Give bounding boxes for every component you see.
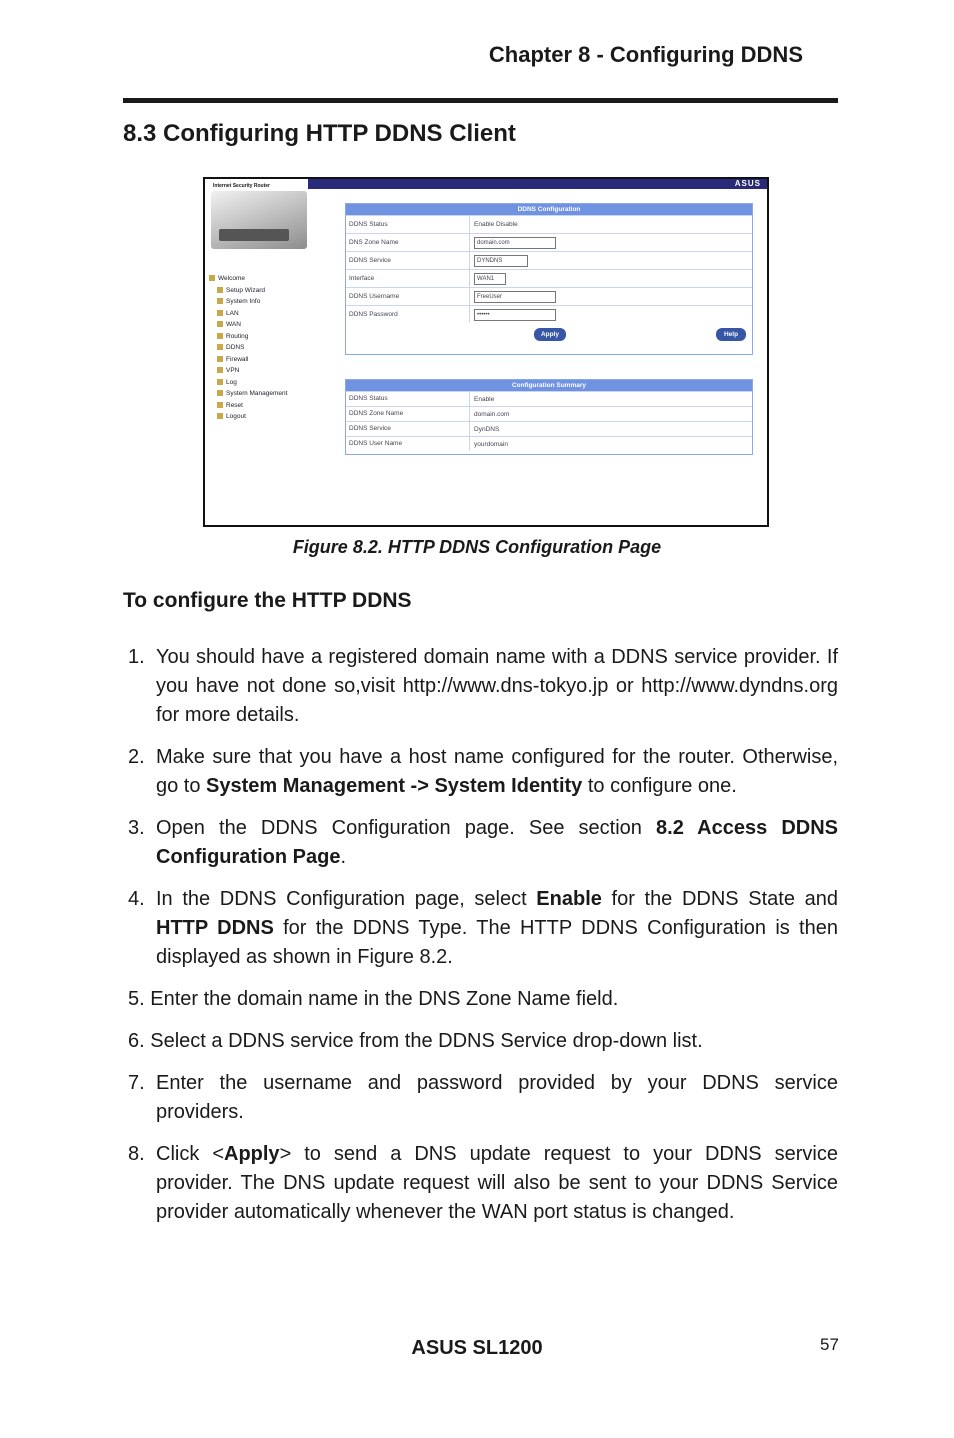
step-text: Enter the username and password provided by your DDNS service providers. [156,1072,838,1123]
procedure-step [128,643,838,730]
step-text: > to send a DNS update request to your DDNS service provider. The DNS update request will also be sent to your DDNS Service provider automatically whenever the WAN port status is changed. [156,1143,838,1223]
step-number: 3. [128,817,145,839]
step-number: 4. [128,888,145,910]
procedure-step [128,814,838,872]
procedure-heading: To configure the HTTP DDNS [123,589,412,612]
step-text: Enter the domain name in the DNS Zone Name field. [150,988,619,1010]
summary-row: DDNS Service DynDNS [346,421,752,436]
config-summary-header: Configuration Summary [346,380,752,391]
ddns-config-header: DDNS Configuration [346,204,752,215]
procedure-step [128,1140,838,1227]
step-text: You should have a registered domain name with a DDNS service provider. If you have not done so,visit http://www.dns-tokyo.jp or http://www.dyndns.org for more details. [156,646,838,726]
config-row-service: DDNS Service DYNDNS [346,251,752,269]
step-text: for the DDNS Type. The HTTP DDNS Configuration is then displayed as shown in Figure 8.2. [156,917,838,968]
summary-row: DDNS Status Enable [346,391,752,406]
procedure-step [128,985,838,1014]
page-icon [217,287,223,293]
step-text: to configure one. [582,775,737,797]
procedure-step [128,885,838,972]
procedure-step [128,1027,838,1056]
router-image [211,191,307,249]
step-number: 2. [128,746,145,768]
step-number: 1. [128,646,145,668]
section-title: 8.3 Configuring HTTP DDNS Client [123,120,516,147]
config-row-username: DDNS Username FreeUser [346,287,752,305]
folder-icon [217,367,223,373]
summary-row: DDNS Zone Name domain.com [346,406,752,421]
help-button[interactable]: Help [716,328,746,341]
summary-row: DDNS User Name yourdomain [346,436,752,451]
page-icon [217,344,223,350]
step-emphasis: 8.2 Access DDNS Configuration Page [156,817,839,868]
ddns-config-panel [345,203,753,355]
procedure-steps [128,643,838,1240]
step-emphasis: System Management -> System Identity [206,775,583,797]
config-summary-panel [345,379,753,455]
folder-icon [217,321,223,327]
nav-item[interactable]: System Management [209,388,287,400]
header-rule [123,98,838,103]
figure-screenshot [203,177,769,527]
nav-item[interactable]: Log [209,377,287,389]
step-number: 6. [128,1030,151,1052]
page-number: 57 [820,1335,839,1354]
ddns-service-select[interactable]: DYNDNS [474,255,528,267]
step-emphasis: Apply [224,1143,280,1165]
step-text: Open the DDNS Configuration page. See section [156,817,657,839]
nav-tree [209,273,287,423]
nav-item[interactable]: Firewall [209,354,287,366]
config-row-password: DDNS Password •••••• [346,305,752,323]
step-number: 5. [128,988,151,1010]
zone-name-input[interactable]: domain.com [474,237,556,249]
page-icon [217,402,223,408]
page-icon [217,298,223,304]
step-text: for the DDNS State and [601,888,838,910]
nav-item[interactable]: System Info [209,296,287,308]
step-text: Select a DDNS service from the DDNS Service drop-down list. [150,1030,703,1052]
apply-button[interactable]: Apply [534,328,566,341]
nav-item[interactable]: DDNS [209,342,287,354]
nav-item[interactable]: Logout [209,411,287,423]
interface-select[interactable]: WAN1 [474,273,506,285]
folder-icon [209,275,215,281]
config-row-zone: DNS Zone Name domain.com [346,233,752,251]
password-input[interactable]: •••••• [474,309,556,321]
nav-item[interactable]: Routing [209,331,287,343]
step-number: 8. [128,1143,145,1165]
config-row-interface: Interface WAN1 [346,269,752,287]
procedure-step [128,1069,838,1127]
config-row-status: DDNS Status Enable Disable [346,215,752,233]
asus-logo: ASUS [734,179,761,188]
step-emphasis: Enable [536,888,602,910]
page-icon [217,333,223,339]
step-number: 7. [128,1072,145,1094]
step-text: . [340,846,347,868]
chapter-header: Chapter 8 - Configuring DDNS [488,42,803,67]
step-text: In the DDNS Configuration page, select [156,888,537,910]
page-icon [217,413,223,419]
nav-item[interactable]: Reset [209,400,287,412]
status-radio-group[interactable]: Enable Disable [474,221,518,228]
nav-item[interactable]: LAN [209,308,287,320]
nav-item[interactable]: Setup Wizard [209,285,287,297]
folder-icon [217,356,223,362]
step-emphasis: HTTP DDNS [156,917,274,939]
nav-item[interactable]: VPN [209,365,287,377]
folder-icon [217,310,223,316]
nav-root[interactable]: Welcome [209,273,287,285]
username-input[interactable]: FreeUser [474,291,556,303]
step-text: Make sure that you have a host name configured for the router. Otherwise, go to [156,746,838,797]
folder-icon [217,390,223,396]
figure-caption: Figure 8.2. HTTP DDNS Configuration Page [292,537,662,557]
nav-item[interactable]: WAN [209,319,287,331]
product-title: Internet Security Router [213,183,270,189]
footer-product: ASUS SL1200 [411,1337,543,1359]
procedure-step [128,743,838,801]
figure-top-bar [308,179,767,189]
step-text: Click < [156,1143,224,1165]
page-icon [217,379,223,385]
